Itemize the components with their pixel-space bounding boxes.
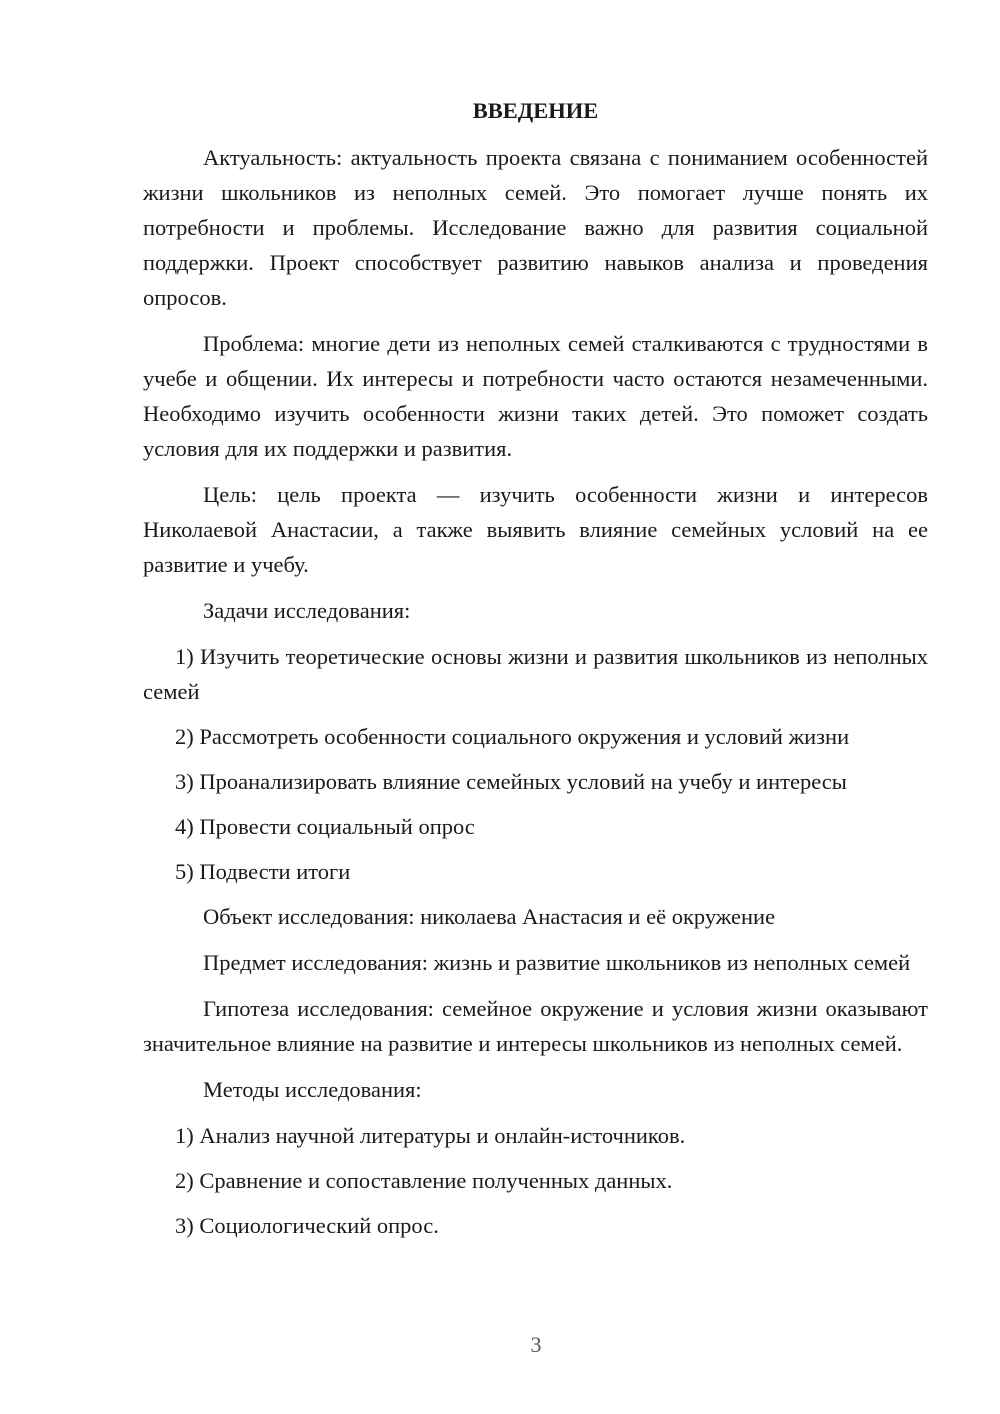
goal-paragraph: Цель: цель проекта — изучить особенности жизни и интересов Николаевой Анастасии, а также выявить влияние семейных условий на ее развитие и учебу. xyxy=(143,482,928,577)
section-title: ВВЕДЕНИЕ xyxy=(472,98,599,123)
task-item-1: 1) Изучить теоретические основы жизни и развития школьников из неполных семей xyxy=(143,644,928,704)
page-content xyxy=(143,96,928,1253)
method-item-3: 3) Социологический опрос. xyxy=(175,1213,439,1238)
subject-paragraph: Предмет исследования: жизнь и развитие школьников из неполных семей xyxy=(203,950,911,975)
object-paragraph: Объект исследования: николаева Анастасия и её окружение xyxy=(203,904,776,929)
page-number: 3 xyxy=(530,1332,542,1357)
task-item-5: 5) Подвести итоги xyxy=(175,859,351,884)
task-item-2: 2) Рассмотреть особенности социального окружения и условий жизни xyxy=(175,724,850,749)
task-item-3: 3) Проанализировать влияние семейных условий на учебу и интересы xyxy=(175,769,847,794)
problem-paragraph: Проблема: многие дети из неполных семей сталкиваются с трудностями в учебе и общении. Их интересы и потребности часто остаются незамеченными. Необходимо изучить особенности жизни таких детей. Это поможет создать условия для их поддержки и развития. xyxy=(143,331,928,461)
tasks-heading: Задачи исследования: xyxy=(203,598,411,623)
method-item-1: 1) Анализ научной литературы и онлайн-источников. xyxy=(175,1123,686,1148)
methods-heading: Методы исследования: xyxy=(203,1077,422,1102)
relevance-paragraph: Актуальность: актуальность проекта связана с пониманием особенностей жизни школьников из неполных семей. Это помогает лучше понять их потребности и проблемы. Исследование важно для развития социальной поддержки. Проект способствует развитию навыков анализа и проведения опросов. xyxy=(143,145,928,310)
hypothesis-paragraph: Гипотеза исследования: семейное окружение и условия жизни оказывают значительное влияние на развитие и интересы школьников из неполных семей. xyxy=(143,996,928,1056)
task-item-4: 4) Провести социальный опрос xyxy=(175,814,475,839)
method-item-2: 2) Сравнение и сопоставление полученных данных. xyxy=(175,1168,673,1193)
